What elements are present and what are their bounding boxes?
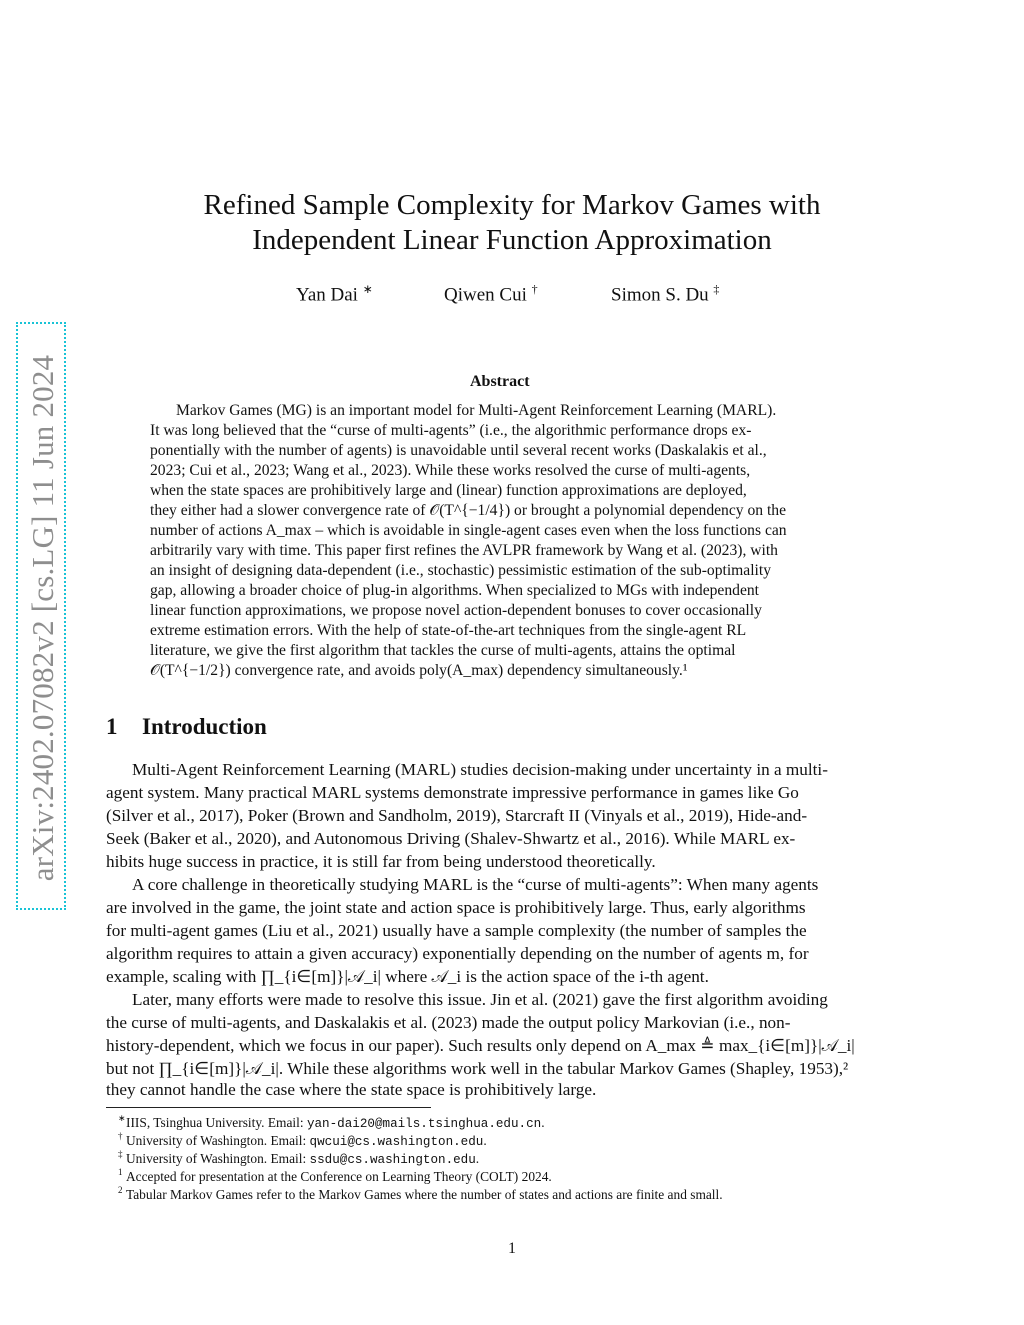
intro-line: history-dependent, which we focus in our paper). Such results only depend on A_max ≜ max_{i∈[m]}|𝒜_i| — [106, 1036, 855, 1055]
footnote-2 — [126, 1133, 487, 1149]
intro-line: algorithm requires to attain a given accuracy) exponentially depending on the number of agents m, for — [106, 944, 809, 963]
abstract-line: arbitrarily vary with time. This paper first refines the AVLPR framework by Wang et al. (2023), with — [150, 542, 778, 559]
abstract-line: literature, we give the first algorithm that tackles the curse of multi-agents, attains the optimal — [150, 642, 736, 659]
footnote-separator — [106, 1107, 431, 1108]
intro-line: A core challenge in theoretically studying MARL is the “curse of multi-agents”: When many agents — [132, 875, 819, 894]
abstract-line: ponentially with the number of agents) is unavoidable until several recent works (Daskalakis et al., — [150, 442, 767, 459]
footnote-text: University of Washington. Email: — [126, 1133, 310, 1148]
footnote-3 — [126, 1151, 479, 1167]
section-heading — [106, 714, 267, 740]
page-number: 1 — [508, 1240, 516, 1257]
intro-line: for multi-agent games (Liu et al., 2021) usually have a sample complexity (the number of samples the — [106, 921, 807, 940]
author-3 — [611, 282, 719, 306]
abstract-line: It was long believed that the “curse of multi-agents” (i.e., the algorithmic performance drops ex- — [150, 422, 752, 439]
footnote-mark: 1 — [118, 1167, 123, 1177]
intro-line: hibits huge success in practice, it is still far from being understood theoretically. — [106, 852, 656, 871]
section-number: 1 — [106, 714, 118, 739]
footnote-text: Accepted for presentation at the Conference on Learning Theory (COLT) 2024. — [126, 1169, 552, 1184]
intro-line: Seek (Baker et al., 2020), and Autonomous Driving (Shalev-Shwartz et al., 2016). While MARL ex- — [106, 829, 796, 848]
section-title-text: Introduction — [142, 714, 267, 739]
abstract-line: an insight of designing data-dependent (i.e., stochastic) pessimistic estimation of the sub-optimality — [150, 562, 772, 579]
intro-line: they cannot handle the case where the state space is prohibitively large. — [106, 1080, 597, 1099]
footnote-email[interactable]: yan-dai20@mails.tsinghua.edu.cn — [306, 1117, 542, 1131]
footnote-mark: 2 — [118, 1185, 123, 1195]
intro-line: the curse of multi-agents, and Daskalakis et al. (2023) made the output policy Markovian (i.e., non- — [106, 1013, 791, 1032]
footnote-email[interactable]: qwcui@cs.washington.edu — [309, 1135, 484, 1149]
footnote-email[interactable]: ssdu@cs.washington.edu — [309, 1153, 476, 1167]
title-line-2: Independent Linear Function Approximation — [252, 224, 772, 256]
abstract-line: 2023; Cui et al., 2023; Wang et al., 2023). While these works resolved the curse of multi-agents, — [150, 462, 751, 479]
arxiv-identifier-box — [16, 322, 66, 910]
footnote-text: IIIS, Tsinghua University. Email: — [126, 1115, 307, 1130]
abstract-line: extreme estimation errors. With the help of state-of-the-art techniques from the single-agent RL — [150, 622, 747, 639]
intro-line: (Silver et al., 2017), Poker (Brown and Sandholm, 2019), Starcraft II (Vinyals et al., 2019), Hide-and- — [106, 806, 808, 825]
footnote-tail: . — [541, 1115, 545, 1130]
footnote-5 — [126, 1187, 723, 1203]
author-mark: † — [531, 282, 538, 296]
intro-line: are involved in the game, the joint state and action space is prohibitively large. Thus, early algorithms — [106, 898, 806, 917]
footnote-4 — [126, 1169, 552, 1185]
abstract-heading: Abstract — [470, 373, 530, 390]
abstract-line: they either had a slower convergence rate of 𝒪(T^{−1/4}) or brought a polynomial dependency on the — [150, 502, 786, 519]
footnote-tail: . — [483, 1133, 487, 1148]
intro-line: example, scaling with ∏_{i∈[m]}|𝒜_i| where 𝒜_i is the action space of the i-th agent. — [106, 967, 709, 986]
abstract-line: when the state spaces are prohibitively large and (linear) function approximations are deployed, — [150, 482, 747, 499]
abstract-line: 𝒪(T^{−1/2}) convergence rate, and avoids poly(A_max) dependency simultaneously.¹ — [150, 662, 688, 679]
intro-line: Later, many efforts were made to resolve this issue. Jin et al. (2021) gave the first algorithm avoiding — [132, 990, 828, 1009]
footnote-text: University of Washington. Email: — [126, 1151, 310, 1166]
intro-line: agent system. Many practical MARL systems demonstrate impressive performance in games like Go — [106, 783, 799, 802]
title-line-1: Refined Sample Complexity for Markov Games with — [203, 189, 821, 221]
footnote-text: Tabular Markov Games refer to the Markov Games where the number of states and actions are finite and small. — [126, 1187, 723, 1202]
abstract-line: Markov Games (MG) is an important model for Multi-Agent Reinforcement Learning (MARL). — [176, 402, 777, 419]
arxiv-identifier: arXiv:2402.07082v2 [cs.LG] 11 Jun 2024 — [25, 354, 60, 882]
footnote-tail: . — [475, 1151, 480, 1166]
author-mark: ‡ — [713, 282, 720, 296]
author-1 — [296, 282, 373, 306]
paper-title — [120, 188, 904, 258]
footnote-mark: ‡ — [118, 1149, 123, 1159]
intro-line: but not ∏_{i∈[m]}|𝒜_i|. While these algorithms work well in the tabular Markov Games (Shapley, 1953),² — [106, 1059, 849, 1078]
author-mark: ∗ — [362, 282, 373, 296]
footnote-1 — [126, 1115, 545, 1131]
footnote-mark: ∗ — [118, 1113, 126, 1123]
author-list — [296, 282, 756, 306]
intro-line: Multi-Agent Reinforcement Learning (MARL) studies decision-making under uncertainty in a multi- — [132, 760, 828, 779]
author-2 — [444, 282, 538, 306]
abstract-line: gap, allowing a broader choice of plug-in algorithms. When specialized to MGs with independent — [150, 582, 760, 599]
abstract-line: number of actions A_max – which is avoidable in single-agent cases even when the loss functions can — [150, 522, 787, 539]
footnote-mark: † — [118, 1131, 123, 1141]
author-name: Qiwen Cui — [444, 284, 527, 306]
author-name: Simon S. Du — [611, 284, 709, 306]
abstract-line: linear function approximations, we propose novel action-dependent bonuses to cover occasionally — [150, 602, 762, 619]
author-name: Yan Dai — [296, 284, 358, 306]
